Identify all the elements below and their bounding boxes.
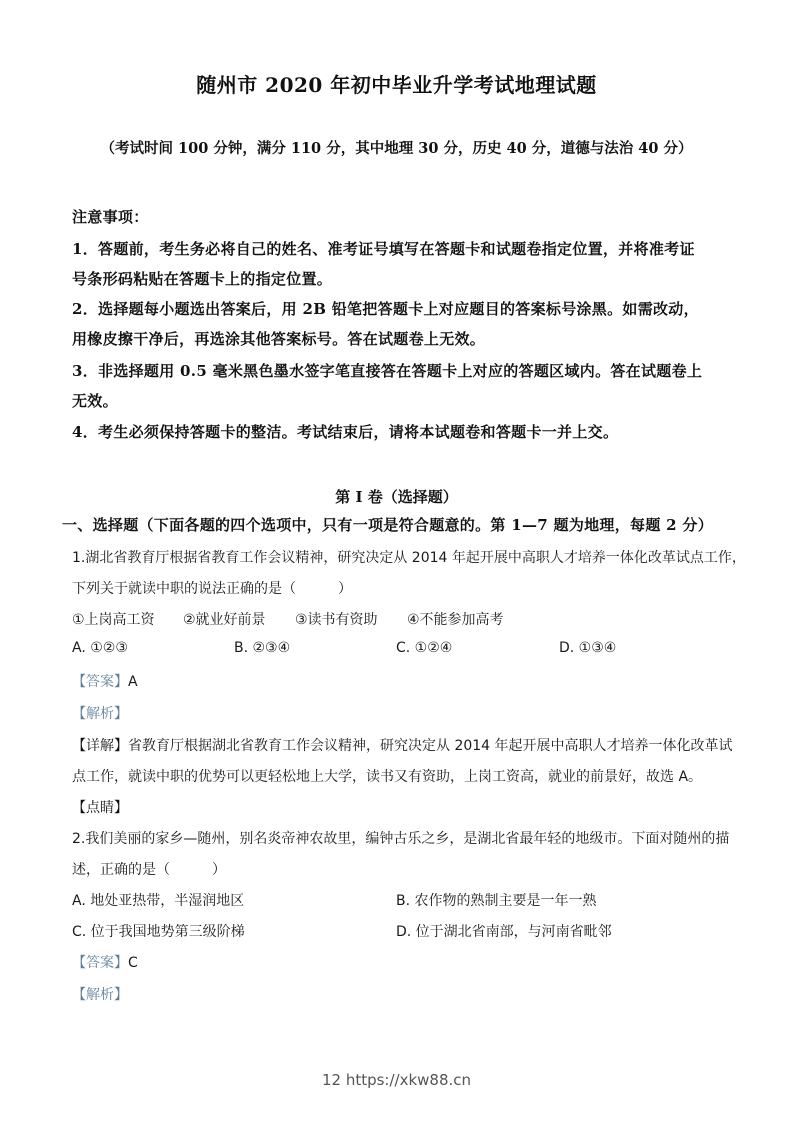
question-1-statement: ②就业好前景 [183,612,266,628]
notice-heading: 注意事项： [72,208,149,226]
question-1-answer [72,671,138,691]
question-1-analysis-label: 【解析】 [72,706,128,722]
notice-line: 用橡皮擦干净后，再选涂其他答案标号。答在试题卷上无效。 [72,330,486,348]
question-2-option-b: B. 农作物的熟制主要是一年一熟 [396,893,597,909]
answer-value: A [128,674,138,690]
question-2-answer [72,952,138,972]
question-2-option-d: D. 位于湖北省南部，与河南省毗邻 [396,924,612,940]
question-1-stem: 下列关于就读中职的说法正确的是（ ） [72,581,352,597]
question-1-statement: ③读书有资助 [295,612,378,628]
question-1-option-a: A. ①②③ [72,640,128,656]
page-footer: 12 https://xkw88.cn [321,1071,472,1089]
notice-line: 1．答题前，考生务必将自己的姓名、准考证号填写在答题卡和试题卷指定位置，并将准考证 [72,240,695,258]
question-1-statement: ①上岗高工资 [72,612,155,628]
detail-text: 省教育厅根据湖北省教育工作会议精神，研究决定从 2014 年起开展中高职人才培养一体化改革试 [128,738,733,754]
question-1-option-d: D. ①③④ [559,640,617,656]
answer-label: 【答案】 [72,674,128,690]
notice-line: 4．考生必须保持答题卡的整洁。考试结束后，请将本试题卷和答题卡一并上交。 [72,423,619,441]
question-2-option-a: A. 地处亚热带，半湿润地区 [72,893,245,909]
detail-label: 【详解】 [72,738,128,754]
question-1-option-c: C. ①②④ [396,640,453,656]
question-1-detail-cont: 点工作，就读中职的优势可以更轻松地上大学，读书又有资助，上岗工资高，就业的前景好，故选 A。 [72,769,703,785]
question-1-detail [72,735,733,755]
answer-label: 【答案】 [72,955,128,971]
question-2-analysis-label: 【解析】 [72,987,128,1003]
question-2-option-c: C. 位于我国地势第三级阶梯 [72,924,245,940]
part-title: 一、选择题（下面各题的四个选项中，只有一项是符合题意的。第 1—7 题为地理，每题 2 分） [62,516,714,534]
volume-title: 第 I 卷（选择题） [335,488,458,506]
question-1-tip-label: 【点睛】 [72,800,128,816]
answer-value: C [128,955,138,971]
page-title: 随州市 2020 年初中毕业升学考试地理试题 [196,73,597,97]
question-2-stem: 2.我们美丽的家乡—随州，别名炎帝神农故里，编钟古乐之乡，是湖北省最年轻的地级市。下面对随州的描 [72,831,730,847]
exam-info-subtitle: （考试时间 100 分钟，满分 110 分，其中地理 30 分，历史 40 分，道德与法治 40 分） [100,140,693,157]
question-1-statement: ④不能参加高考 [407,612,504,628]
question-2-stem: 述，正确的是（ ） [72,862,226,878]
notice-line: 3．非选择题用 0.5 毫米黑色墨水签字笔直接答在答题卡上对应的答题区域内。答在试题卷上 [72,362,703,380]
notice-line: 号条形码粘贴在答题卡上的指定位置。 [72,270,333,288]
question-1-stem: 1.湖北省教育厅根据省教育工作会议精神，研究决定从 2014 年起开展中高职人才培养一体化改革试点工作， [72,550,746,566]
notice-line: 2．选择题每小题选出答案后，用 2B 铅笔把答题卡上对应题目的答案标号涂黑。如需改动， [72,300,699,318]
question-1-option-b: B. ②③④ [234,640,291,656]
notice-line: 无效。 [72,392,118,410]
